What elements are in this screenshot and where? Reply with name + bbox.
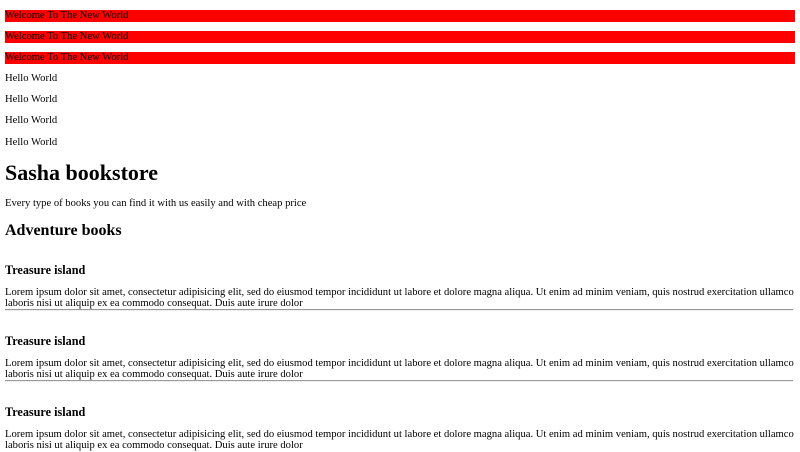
book-title: Treasure island — [5, 405, 86, 420]
book-description: Lorem ipsum dolor sit amet, consectetur adipisicing elit, sed do eiusmod tempor incididunt ut labore et dolore magna aliqua. Ut enim ad minim veniam, quis nostrud exercitation ullamco laboris nisi ut aliquip ex ea commodo consequat. Duis aute irure dolor — [5, 428, 794, 452]
book-description: Lorem ipsum dolor sit amet, consectetur adipisicing elit, sed do eiusmod tempor incididunt ut labore et dolore magna aliqua. Ut enim ad minim veniam, quis nostrud exercitation ullamco laboris nisi ut aliquip ex ea commodo consequat. Duis aute irure dolor — [5, 286, 794, 310]
welcome-banner: Welcome To The New World — [5, 10, 795, 22]
hello-line: Hello World — [5, 94, 58, 105]
store-title: Sasha bookstore — [5, 160, 159, 185]
hello-line: Hello World — [5, 115, 58, 126]
hello-line: Hello World — [5, 137, 58, 148]
section-title: Adventure books — [5, 222, 122, 239]
welcome-banner: Welcome To The New World — [5, 52, 795, 64]
store-tagline: Every type of books you can find it with us easily and with cheap price — [5, 198, 307, 209]
book-description: Lorem ipsum dolor sit amet, consectetur adipisicing elit, sed do eiusmod tempor incididunt ut labore et dolore magna aliqua. Ut enim ad minim veniam, quis nostrud exercitation ullamco laboris nisi ut aliquip ex ea commodo consequat. Duis aute irure dolor — [5, 357, 794, 381]
divider — [5, 309, 793, 311]
welcome-banner: Welcome To The New World — [5, 31, 795, 43]
divider — [5, 380, 793, 382]
book-title: Treasure island — [5, 263, 86, 278]
book-title: Treasure island — [5, 334, 86, 349]
hello-line: Hello World — [5, 73, 58, 84]
